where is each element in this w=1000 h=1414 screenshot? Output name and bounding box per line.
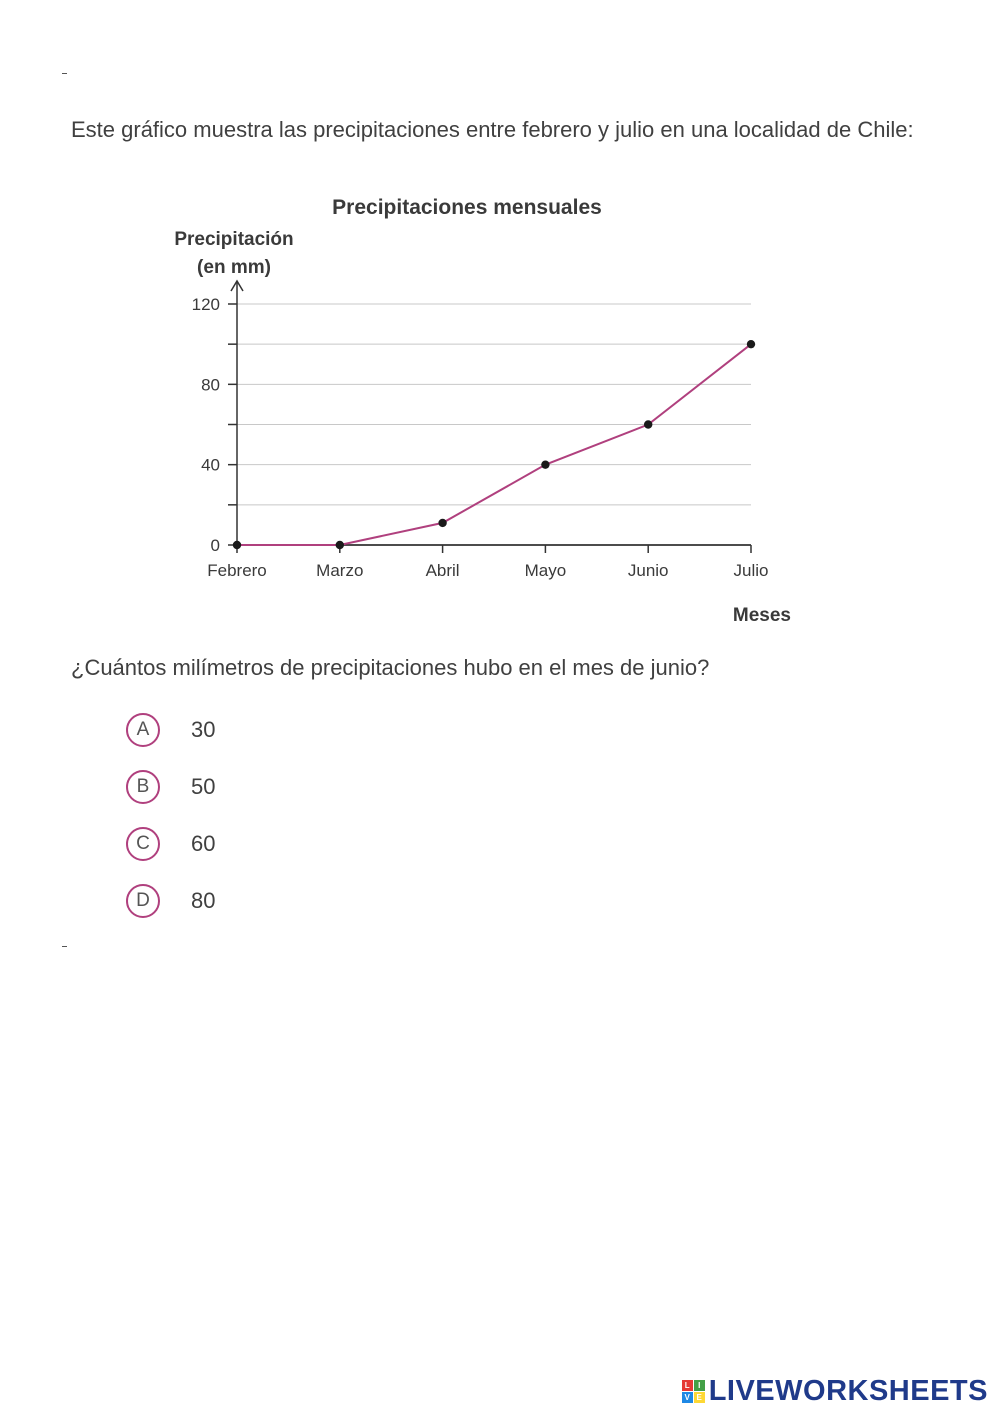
- x-tick-label: Julio: [733, 561, 769, 580]
- data-point: [747, 340, 755, 348]
- option-d[interactable]: [126, 884, 215, 918]
- logo-icon-cell: L: [682, 1380, 693, 1391]
- data-series: [233, 340, 755, 549]
- option-b-value: 50: [191, 774, 216, 799]
- liveworksheets-logo: [682, 1374, 988, 1408]
- logo-icon-cell: E: [694, 1392, 705, 1403]
- question-text: ¿Cuántos milímetros de precipitaciones hubo en el mes de junio?: [71, 655, 710, 680]
- chart-title: Precipitaciones mensuales: [332, 196, 602, 219]
- logo-icon-cell: V: [682, 1392, 693, 1403]
- data-point: [644, 420, 652, 428]
- option-d-letter: D: [126, 884, 160, 918]
- x-axis-title: Meses: [732, 605, 791, 626]
- option-d-value: 80: [191, 888, 216, 913]
- y-tick-label: 40: [201, 455, 220, 475]
- option-b-letter: B: [126, 770, 160, 804]
- series-line: [237, 344, 751, 545]
- axes: [228, 281, 751, 553]
- y-tick-label: 120: [191, 295, 220, 314]
- option-c-value: 60: [191, 831, 216, 856]
- option-b[interactable]: [126, 770, 215, 804]
- intro-text: Este gráfico muestra las precipitaciones entre febrero y julio en una localidad de Chile:: [71, 117, 914, 142]
- answer-options: [126, 713, 215, 941]
- x-tick-label: Mayo: [524, 561, 567, 580]
- y-tick-label: 80: [201, 375, 220, 395]
- option-a-value: 30: [191, 717, 216, 742]
- y-axis-title-line2: (en mm): [197, 257, 271, 278]
- liveworksheets-logo-icon: [682, 1380, 705, 1403]
- bottom-dash-mark: [62, 946, 67, 947]
- data-point: [233, 541, 241, 549]
- x-tick-label: Marzo: [316, 561, 364, 580]
- y-tick-label: 0: [210, 536, 220, 555]
- option-c[interactable]: [126, 827, 215, 861]
- option-a[interactable]: [126, 713, 215, 747]
- x-tick-label: Junio: [627, 561, 669, 580]
- liveworksheets-logo-text: LIVEWORKSHEETS: [708, 1374, 988, 1407]
- x-tick-label: Abril: [425, 561, 460, 580]
- logo-icon-cell: I: [694, 1380, 705, 1391]
- x-tick-label: Febrero: [207, 561, 267, 580]
- tick-labels: [192, 295, 769, 580]
- data-point: [438, 519, 446, 527]
- data-point: [336, 541, 344, 549]
- option-c-letter: C: [126, 827, 160, 861]
- option-a-letter: A: [126, 713, 160, 747]
- y-axis-title-line1: Precipitación: [174, 229, 294, 250]
- precipitation-line-chart: [0, 0, 1000, 640]
- data-point: [541, 460, 549, 468]
